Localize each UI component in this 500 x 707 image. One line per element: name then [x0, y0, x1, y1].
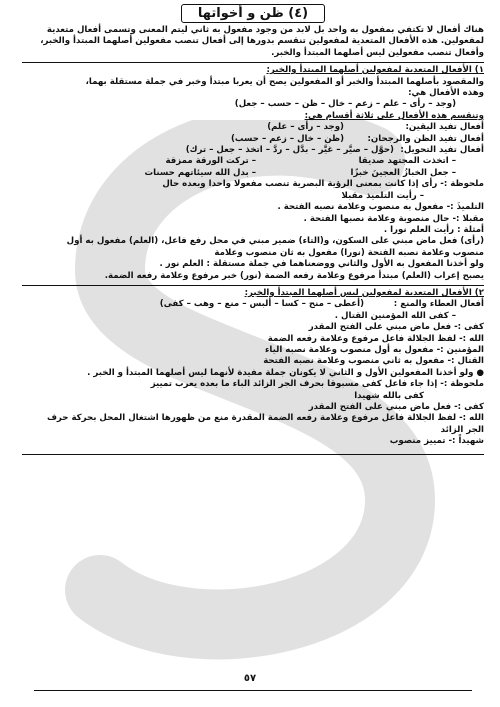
bullet-text: ولو أخذنا المفعولين الأول و الثاني لا يكونان جملة مفيدة لأنهما ليس أصلهما المبتدأ و الخبر . — [87, 367, 474, 378]
footer-rule — [34, 690, 472, 691]
giving-verbs — [22, 299, 484, 310]
group-verbs: (ظن – خال – زعم – حسب) — [231, 133, 344, 144]
parse-line: شهيداً :- تمييز منصوب — [389, 436, 484, 447]
example: كفى بالله شهيدا — [354, 390, 424, 401]
group-certainty — [22, 122, 484, 133]
group-label: أفعال العطاء والمنع : — [393, 299, 484, 310]
section1-line: وهذه الأفعال هي: — [408, 88, 484, 99]
parse-line: كفى :- فعل ماض مبني على الفتح المقدر — [308, 402, 484, 412]
example: – تركت الورقة ممزقة — [165, 156, 256, 167]
intro-line: هناك أفعال لا تكتفي بمفعول به واحد بل لابد من وجود مفعول به ثاني ليتم المعنى وتسمى أفعال متعدية — [46, 25, 484, 35]
examples-label: أمثلة : رأيت العلم نورا . — [383, 224, 484, 235]
intro-line: لمفعولين. هذه الأفعال المتعدية لمفعولين تنقسم بدورها إلى أفعال تنصب مفعولين أصلهما المبتدأ والخبر، — [40, 36, 484, 47]
section1-heading: ١) الأفعال المتعدية لمفعولين أصلهما المبتدأ والخبر: — [266, 65, 484, 76]
note: ملحوظة :- إذا جاء فاعل كفى مسبوقا بحرف الجر الزائد الباء ما بعده يعرب تمييز — [150, 379, 484, 390]
verbs-list: (وجد – رأى – علم – زعم – خال – ظن – حسب – جعل) — [234, 99, 456, 110]
parse-line: ولو أخذنا المفعول به الأول والثاني ووضعناهما في جملة مستقلة : العلم نور . — [159, 259, 484, 270]
note: ملحوظة :- رأى إذا كانت بمعنى الرؤية البصرية تنصب مفعولا واحدا وبعده حال — [162, 179, 484, 190]
parse-line: الله :- لفظ الجلالة فاعل مرفوع وعلامة رفعه الضمة — [267, 333, 484, 344]
intro-paragraph — [22, 25, 484, 59]
bullet-icon: ● — [476, 367, 484, 378]
parse-line: (رأى) فعل ماض مبني على السكون، و(التاء) ضمير مبني في محل رفع فاعل، (العلم) مفعول به أول — [66, 236, 484, 247]
group-label: أفعال تفيد الظن والرجحان: — [367, 133, 484, 144]
example: – بدل الله سيئاتهم حسنات — [144, 167, 256, 178]
group-verbs: (حوَّل – صيَّر – غيَّر – بدَّل – ردَّ – اتخذ – جعل – ترك) — [185, 145, 394, 156]
parse-line: التلميذَ :- مفعول به منصوب وعلامة نصبه الفتحة . — [277, 202, 484, 213]
example-row — [22, 156, 484, 167]
section1-subheading: وتنقسم هذه الأفعال على ثلاثة أقسام هي: — [304, 110, 484, 121]
example: – كفى الله المؤمنين القتال . — [334, 310, 456, 321]
example: – اتخذت المجتهد صديقا — [358, 156, 456, 167]
page-number: ٥٧ — [243, 673, 257, 684]
intro-line: وأفعال تنصب مفعولين ليس أصلهما المبتدأ والخبر. — [271, 47, 484, 58]
example: – جعل الخبازُ العجينَ خبزًا — [350, 167, 456, 178]
parse-line: الجر الزائد — [440, 424, 484, 435]
section1-line: والمقصود بأصلهما المبتدأ والخبر أو المفعولين يصح أن يعربا مبتدأ وخبر في جملة مستقلة بهما، — [85, 76, 484, 87]
document-body — [22, 4, 484, 455]
section-end-rule — [22, 454, 484, 455]
group-doubt — [22, 134, 484, 145]
example-row — [22, 168, 484, 179]
parse-line: مقبلا :- حال منصوبة وعلامة نصبها الفتحة . — [303, 213, 484, 224]
group-label: أفعال تفيد التحويل: — [400, 145, 484, 156]
parse-line: القتال :- مفعول به ثاني منصوب وعلامة نصبه الفتحة — [263, 356, 484, 367]
parse-line: منصوب وعلامة نصبه الفتحة (نورا) مفعول به ثان منصوب وعلامة — [214, 247, 484, 258]
section2-heading: ٢) الأفعال المتعدية لمفعولين ليس أصلهما المبتدأ والخبر: — [244, 287, 484, 298]
page-title: (٤) ظن و أخواتها — [181, 4, 325, 23]
parse-line: يصبح إعراب (العلم) مبتدأ مرفوع وعلامة رفعه الضمة (نور) خبر مرفوع وعلامة رفعه الضمة. — [104, 270, 484, 281]
group-verbs: (وجد – رأى – علم) — [267, 122, 344, 133]
bullet-line — [22, 368, 484, 379]
note-example: – رأيت التلميذ مقبلا — [341, 190, 424, 201]
group-verbs: (أعطى – منح – كسا – ألبس – منع – وهب – كفى) — [159, 299, 364, 310]
group-transformation — [22, 145, 484, 156]
section-divider — [22, 62, 484, 63]
section-divider — [22, 285, 484, 286]
group-label: أفعال تفيد اليقين: — [405, 122, 484, 133]
parse-line: كفى :- فعل ماض مبني على الفتح المقدر — [308, 322, 484, 333]
parse-line: الله :- لفظ الجلالة فاعل مرفوع وعلامة رفعه الضمة المقدرة منع من ظهورها اشتغال المحل بحركة حرف — [46, 413, 484, 424]
parse-line: المؤمنين :- مفعول به أول منصوب وعلامة نصبه الياء — [264, 344, 484, 355]
